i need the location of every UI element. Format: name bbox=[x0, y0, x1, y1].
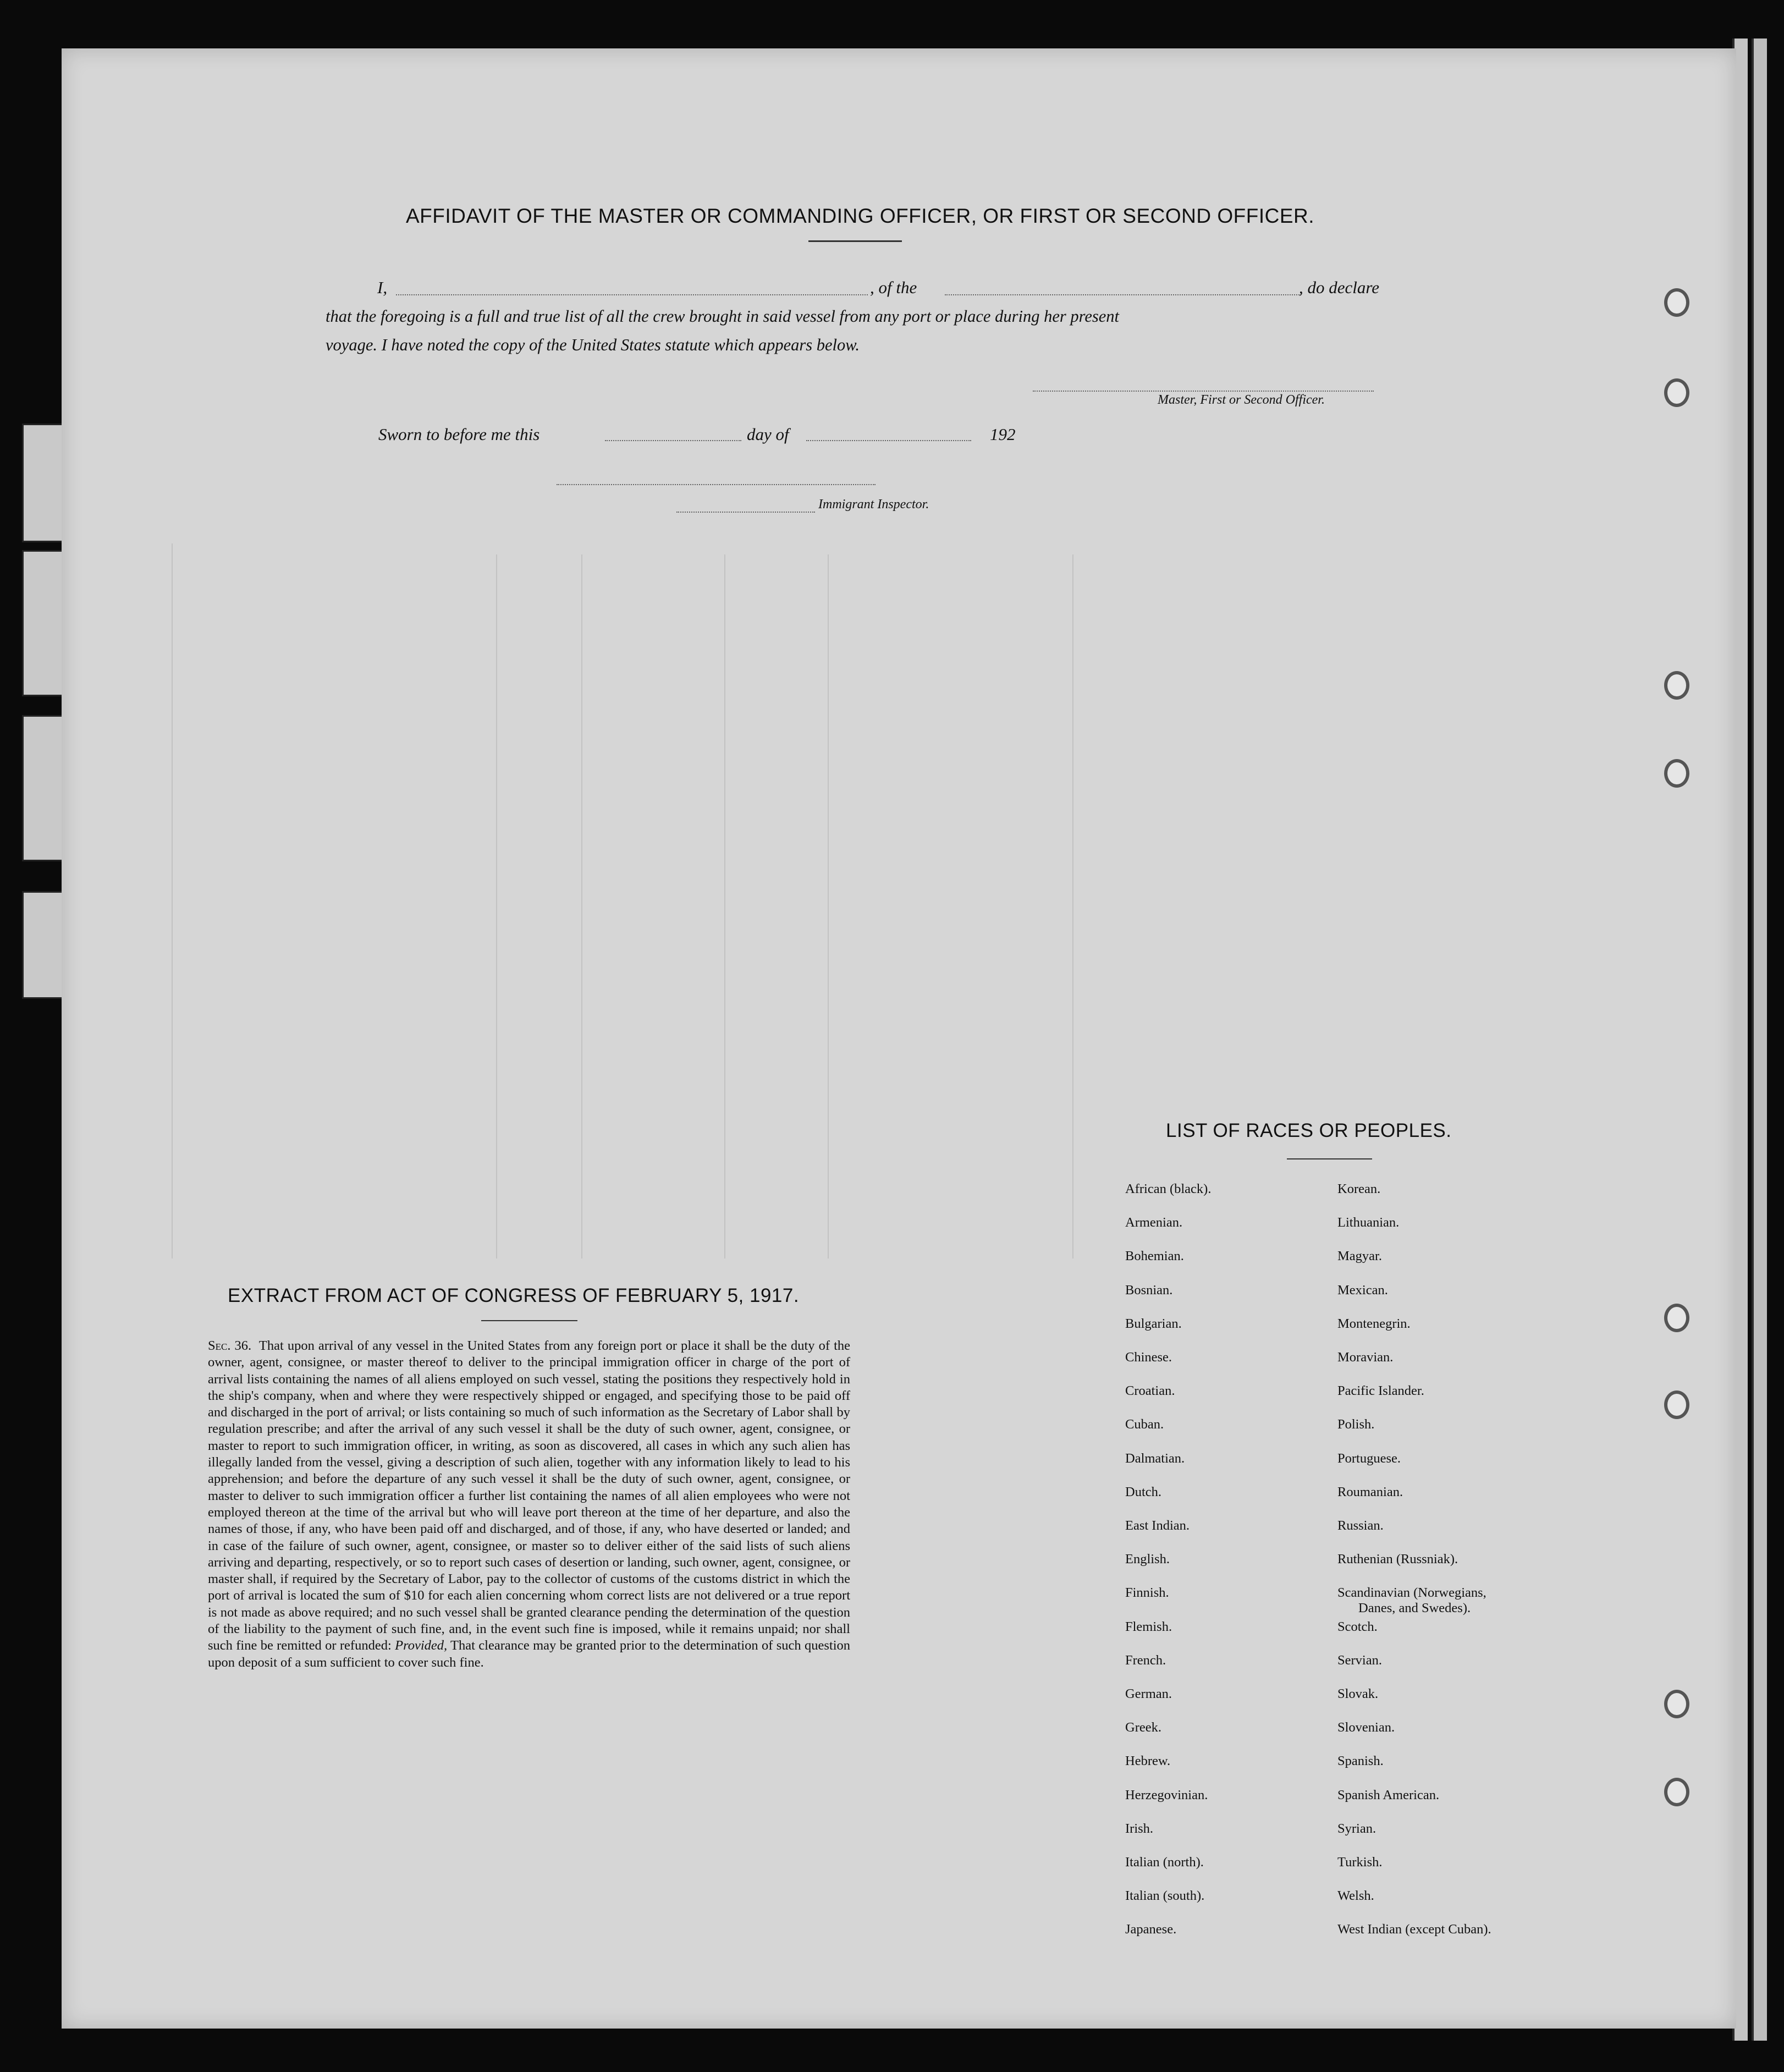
binding-tab bbox=[22, 550, 65, 696]
race-item: Irish. bbox=[1125, 1821, 1154, 1836]
bleed-through-line bbox=[1072, 554, 1073, 1258]
bleed-through-line bbox=[172, 543, 173, 1258]
master-signature-field[interactable] bbox=[1033, 391, 1374, 392]
affidavit-i: I, bbox=[377, 278, 388, 297]
race-item: East Indian. bbox=[1125, 1518, 1190, 1533]
race-item: Portuguese. bbox=[1337, 1450, 1401, 1466]
binding-tab bbox=[22, 715, 65, 861]
race-item: Montenegrin. bbox=[1337, 1316, 1411, 1331]
page-edge-right-2 bbox=[1752, 39, 1767, 2041]
year-text: 192 bbox=[990, 425, 1016, 444]
race-item: Dutch. bbox=[1125, 1484, 1161, 1499]
race-item: Welsh. bbox=[1337, 1888, 1374, 1904]
inspector-signature-field[interactable] bbox=[676, 512, 815, 513]
bleed-through-line bbox=[724, 554, 725, 1258]
inspector-line-upper[interactable] bbox=[557, 484, 876, 485]
race-item: Italian (north). bbox=[1125, 1855, 1204, 1870]
race-item: Bosnian. bbox=[1125, 1282, 1173, 1298]
race-item: Moravian. bbox=[1337, 1350, 1394, 1365]
races-heading-rule bbox=[1287, 1158, 1372, 1159]
affidavit-of-the: , of the bbox=[870, 278, 917, 297]
race-item: Korean. bbox=[1337, 1181, 1381, 1196]
binding-tab bbox=[22, 424, 65, 542]
race-item: Bohemian. bbox=[1125, 1249, 1184, 1264]
race-item: Slovak. bbox=[1337, 1686, 1379, 1701]
race-item: Turkish. bbox=[1337, 1855, 1383, 1870]
race-item: English. bbox=[1125, 1552, 1170, 1567]
punch-hole bbox=[1664, 1304, 1689, 1332]
race-item: West Indian (except Cuban). bbox=[1337, 1922, 1491, 1937]
affidavit-line-3: voyage. I have noted the copy of the United States statute which appears below. bbox=[326, 336, 860, 354]
affidavit-line-2: that the foregoing is a full and true list of all the crew brought in said vessel from any port or place during her present bbox=[326, 307, 1120, 326]
sworn-day-field[interactable] bbox=[605, 440, 741, 441]
race-item: Mexican. bbox=[1337, 1282, 1388, 1298]
race-item: Greek. bbox=[1125, 1720, 1161, 1735]
race-item: Croatian. bbox=[1125, 1383, 1175, 1399]
punch-hole bbox=[1664, 759, 1689, 788]
bleed-through-line bbox=[581, 554, 582, 1258]
statute-body: That upon arrival of any vessel in the United States from any foreign port or place it shall be the duty of the owner, agent, consignee, or master thereof to deliver to the principal immigration officer in charge of the port of arrival lists containing the names of all aliens employed on such vessel, stating the positions they respectively hold in the ship's company, when and where they were respectively shipped or engaged, and specifying those to be paid off and discharged in the port of arrival; or lists containing so much of such information as the Secretary of Labor shall by regulation prescribe; and after the arrival of any such vessel it shall be the duty of such owner, agent, consignee, or master to report to such immigration officer, in writing, as soon as discovered, all cases in which any such alien has illegally landed from the vessel, giving a description of such alien, together with any information likely to lead to his apprehension; and before the departure of any such vessel it shall be the duty of such owner, agent, consignee, or master to deliver to such immigration officer a further list containing the names of all alien employees who were not employed thereon at the time of the arrival but who will leave port thereon at the time of her departure, and also the names of those, if any, who have been paid off and discharged, and of those, if any, who have deserted or landed; and in case of the failure of such owner, agent, consignee, or master so to deliver either of the said lists of such aliens arriving and departing, respectively, or so to report such cases of desertion or landing, such owner, agent, consignee, or master shall, if required by the Secretary of Labor, pay to the collector of customs of the customs district in which the port of arrival is located the sum of $10 for each alien concerning whom correct lists are not delivered or a true report is not made as above required; and no such vessel shall be granted clearance pending the determination of the question of the liability to the payment of such fine, and, in the event such fine is imposed, while it remains unpaid; nor shall such fine be remitted or refunded: bbox=[208, 1338, 850, 1653]
affidavit-do-declare: , do declare bbox=[1299, 278, 1380, 297]
race-item: Russian. bbox=[1337, 1518, 1384, 1533]
race-item: Dalmatian. bbox=[1125, 1450, 1185, 1466]
race-item: Italian (south). bbox=[1125, 1888, 1205, 1904]
punch-hole bbox=[1664, 671, 1689, 700]
race-item: Syrian. bbox=[1337, 1821, 1376, 1836]
race-item: Polish. bbox=[1337, 1417, 1375, 1432]
form-page bbox=[62, 48, 1736, 2029]
day-of-text: day of bbox=[747, 425, 789, 444]
sworn-text: Sworn to before me this bbox=[378, 425, 540, 444]
race-item: African (black). bbox=[1125, 1181, 1212, 1196]
race-item: Pacific Islander. bbox=[1337, 1383, 1424, 1399]
section-label: Sec. 36. bbox=[208, 1338, 252, 1353]
race-item: Herzegovinian. bbox=[1125, 1787, 1208, 1802]
race-item: Lithuanian. bbox=[1337, 1215, 1400, 1230]
statute-text bbox=[208, 1338, 850, 1671]
race-item: Magyar. bbox=[1337, 1249, 1382, 1264]
race-item: Spanish. bbox=[1337, 1754, 1384, 1769]
extract-heading: EXTRACT FROM ACT OF CONGRESS OF FEBRUARY 5, 1917. bbox=[228, 1285, 800, 1306]
punch-hole bbox=[1664, 1391, 1689, 1419]
binding-tab bbox=[22, 891, 65, 999]
punch-hole bbox=[1664, 288, 1689, 317]
vessel-name-field[interactable] bbox=[945, 294, 1301, 295]
race-item: Scotch. bbox=[1337, 1619, 1378, 1634]
race-item: Flemish. bbox=[1125, 1619, 1172, 1634]
race-item: Servian. bbox=[1337, 1652, 1382, 1668]
race-item: Roumanian. bbox=[1337, 1484, 1403, 1499]
statute-provided: Provided, bbox=[395, 1638, 448, 1653]
race-item: French. bbox=[1125, 1652, 1166, 1668]
master-officer-label: Master, First or Second Officer. bbox=[1158, 393, 1325, 407]
race-item: Finnish. bbox=[1125, 1585, 1169, 1601]
race-item: Ruthenian (Russniak). bbox=[1337, 1552, 1458, 1567]
race-item: Hebrew. bbox=[1125, 1754, 1171, 1769]
race-item: Japanese. bbox=[1125, 1922, 1177, 1937]
punch-hole bbox=[1664, 1778, 1689, 1806]
race-item: German. bbox=[1125, 1686, 1172, 1701]
immigrant-inspector-label: Immigrant Inspector. bbox=[818, 497, 929, 512]
sworn-month-field[interactable] bbox=[806, 440, 971, 441]
race-item: Danes, and Swedes). bbox=[1358, 1601, 1471, 1616]
race-item: Bulgarian. bbox=[1125, 1316, 1182, 1331]
extract-heading-rule bbox=[481, 1320, 577, 1321]
race-item: Chinese. bbox=[1125, 1350, 1172, 1365]
punch-hole bbox=[1664, 378, 1689, 407]
race-item: Scandinavian (Norwegians, bbox=[1337, 1585, 1486, 1601]
affidavit-heading: AFFIDAVIT OF THE MASTER OR COMMANDING OFFICER, OR FIRST OR SECOND OFFICER. bbox=[406, 205, 1315, 227]
bleed-through-line bbox=[496, 554, 497, 1258]
statute-tail: That clearance may be granted prior to the determination of such question upon deposit of a sum sufficient to cover such fine. bbox=[208, 1638, 851, 1670]
race-item: Slovenian. bbox=[1337, 1720, 1395, 1735]
punch-hole bbox=[1664, 1690, 1689, 1718]
race-item: Armenian. bbox=[1125, 1215, 1183, 1230]
race-item: Cuban. bbox=[1125, 1417, 1164, 1432]
heading-rule bbox=[808, 240, 902, 242]
race-item: Spanish American. bbox=[1337, 1787, 1440, 1802]
master-name-field[interactable] bbox=[396, 294, 868, 295]
races-heading: LIST OF RACES OR PEOPLES. bbox=[1166, 1120, 1452, 1141]
bleed-through-line bbox=[828, 554, 829, 1258]
